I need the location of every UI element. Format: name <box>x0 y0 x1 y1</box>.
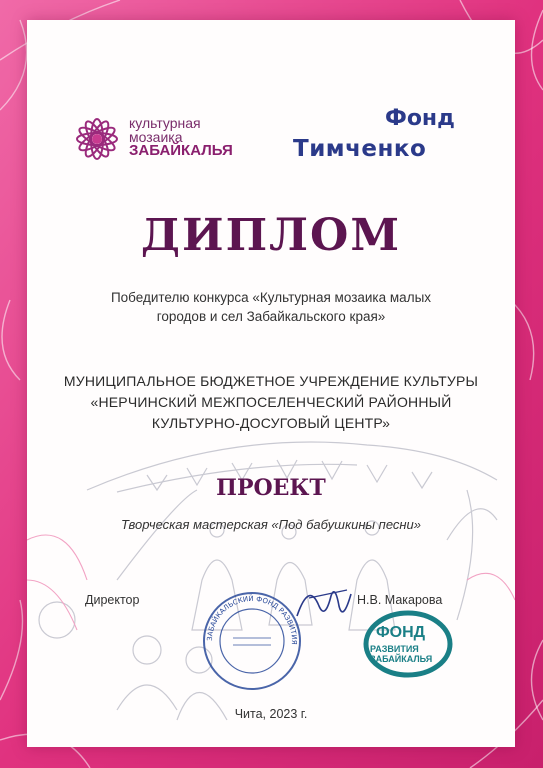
fz-line3: ЗАБАЙКАЛЬЯ <box>370 654 433 664</box>
org-line3: КУЛЬТУРНО-ДОСУГОВЫЙ ЦЕНТР» <box>151 415 391 431</box>
organization-name <box>47 371 495 434</box>
diploma-title: ДИПЛОМ <box>140 210 402 261</box>
fz-sub <box>370 644 432 664</box>
diploma-sheet <box>27 20 515 747</box>
fz-line2: РАЗВИТИЯ <box>370 644 419 654</box>
mosaic-line3: ЗАБАЙКАЛЬЯ <box>129 142 233 159</box>
mosaic-logo <box>69 106 269 176</box>
contest-subtitle <box>67 288 475 326</box>
mosaic-line2: мозаика <box>129 129 183 145</box>
subtitle-line2: городов и сел Забайкальского края» <box>156 309 386 324</box>
stamp-text: ЗАБАЙКАЛЬСКИЙ ФОНД РАЗВИТИЯ <box>205 594 299 645</box>
org-line1: МУНИЦИПАЛЬНОЕ БЮДЖЕТНОЕ УЧРЕЖДЕНИЕ КУЛЬТУРЫ <box>63 373 479 389</box>
director-name: Н.В. Макарова <box>357 593 443 607</box>
fz-line1: ФОНД <box>376 624 426 641</box>
timchenko-logo <box>289 98 489 178</box>
timchenko-name: Тимченко <box>293 136 427 162</box>
flower-icon <box>69 106 125 172</box>
ring-icon <box>360 608 470 678</box>
mosaic-line1: культурная <box>129 115 201 131</box>
director-label: Директор <box>85 593 140 607</box>
timchenko-fond-label: Фонд <box>385 106 455 131</box>
project-label: ПРОЕКТ <box>216 475 326 501</box>
mosaic-text <box>129 116 233 158</box>
org-line2: «НЕРЧИНСКИЙ МЕЖПОСЕЛЕНЧЕСКИЙ РАЙОННЫЙ <box>90 394 452 410</box>
project-name: Творческая мастерская «Под бабушкины песни» <box>120 517 422 532</box>
fond-zabaikalya-logo <box>360 608 470 678</box>
city-year: Чита, 2023 г. <box>234 707 308 721</box>
official-stamp <box>199 588 305 694</box>
subtitle-line1: Победителю конкурса «Культурная мозаика малых <box>110 290 432 305</box>
